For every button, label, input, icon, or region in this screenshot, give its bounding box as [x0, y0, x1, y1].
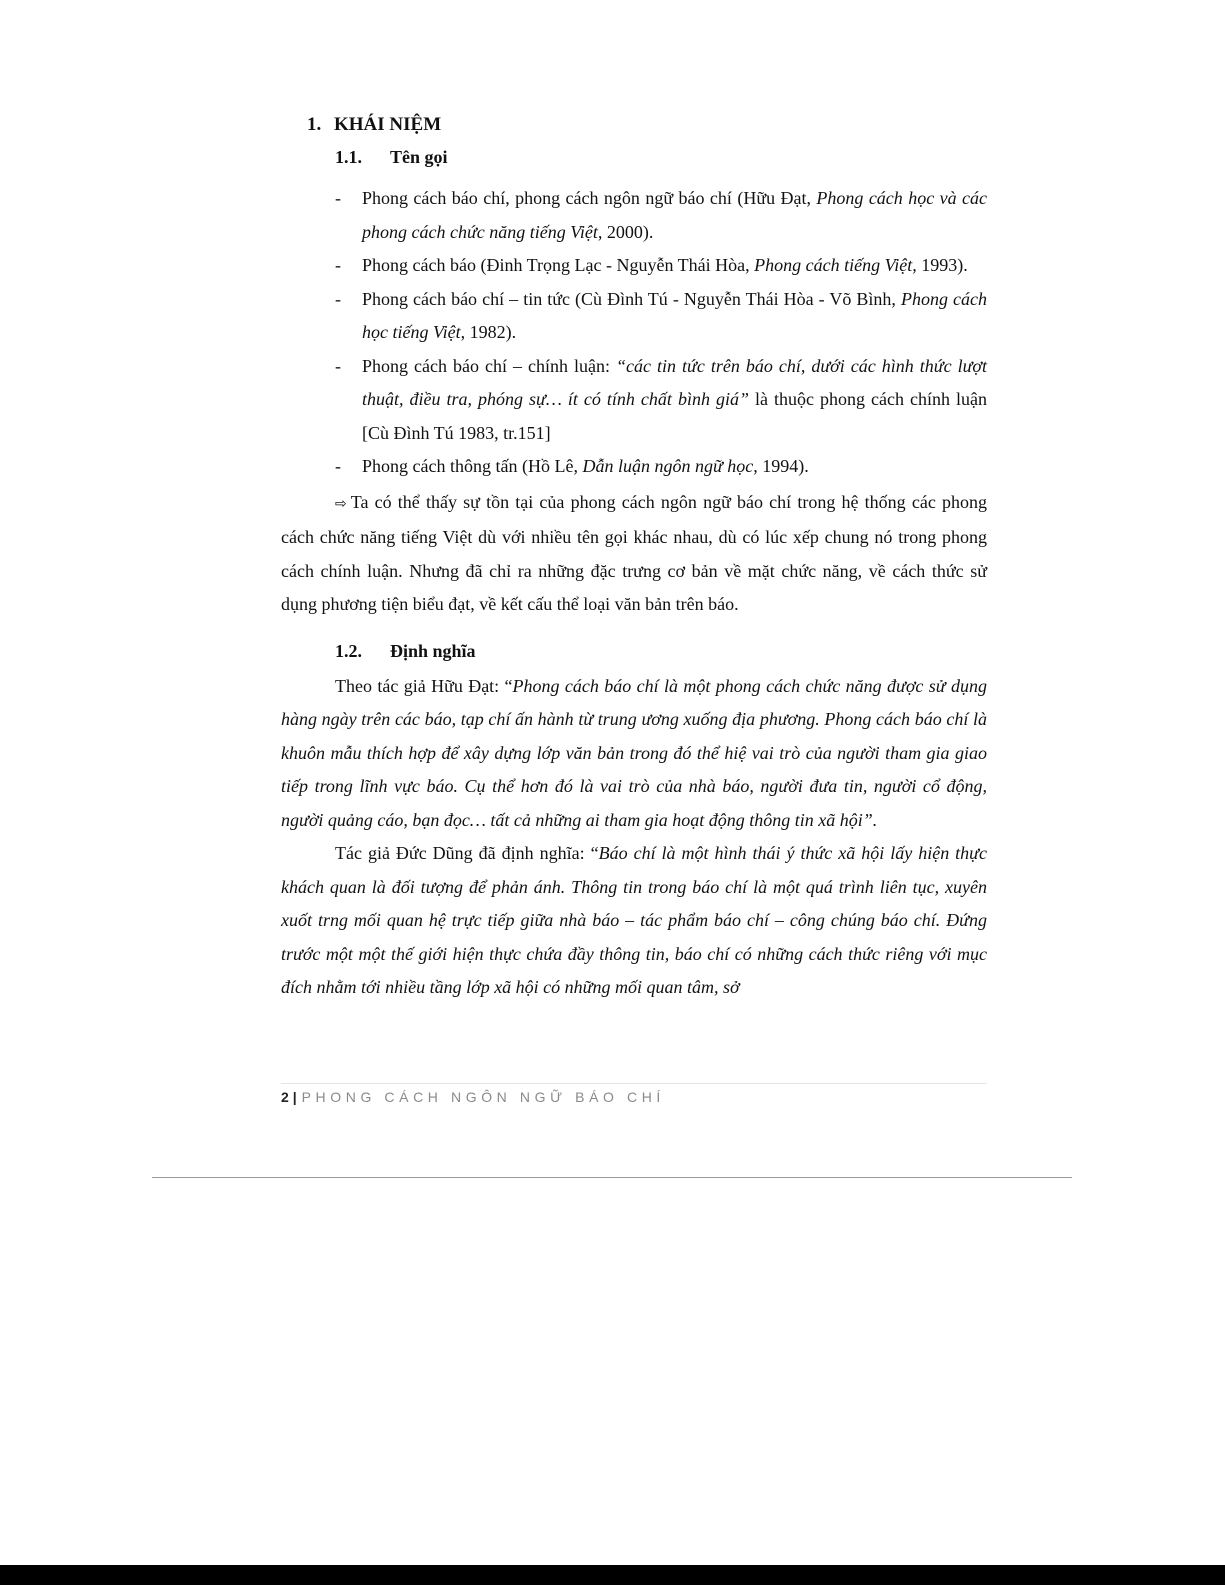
- list-dash: -: [335, 355, 341, 376]
- heading-1-2-number: 1.2.: [335, 640, 362, 661]
- definition-2-lead: Tác giả Đức Dũng đã định nghĩa: “: [335, 843, 599, 863]
- list-item: [281, 450, 987, 484]
- definition-paragraph-2: [281, 837, 987, 1005]
- page-divider: [152, 1177, 1072, 1178]
- definition-1-lead: Theo tác giả Hữu Đạt: “: [335, 675, 513, 696]
- list-item: [281, 350, 987, 451]
- list-item-quote: “các tin tức trên báo chí, dưới các hình thức lượt thuật, điều tra, phóng sự… ít có tính chất bình giá”: [362, 355, 987, 409]
- list-item-title: Phong cách học tiếng Việt: [362, 288, 987, 342]
- list-item-year: 2000).: [602, 221, 654, 242]
- list-dash: -: [335, 288, 341, 309]
- list-item-title: Dẫn luận ngôn ngữ học,: [582, 456, 758, 476]
- list-item-text: Phong cách báo chí – chính luận:: [362, 355, 616, 376]
- footer-separator: |: [292, 1089, 297, 1105]
- document-page: [281, 110, 987, 1005]
- heading-1: [307, 110, 987, 140]
- list-item-text: Phong cách báo (Đinh Trọng Lạc - Nguyễn Thái Hòa,: [362, 255, 755, 275]
- list-item-year: , 1982).: [460, 322, 517, 342]
- page-number: 2: [281, 1089, 289, 1105]
- conclusion-text: Ta có thể thấy sự tồn tại của phong cách ngôn ngữ báo chí trong hệ thống các phong cách chức năng tiếng Việt dù với nhiều tên gọi khác nhau, dù có lúc xếp chung nó trong phong cách chính luận. Nhưng đã chỉ ra những đặc trưng cơ bản về mặt chức năng, về cách thức sử dụng phương tiện biểu đạt, về kết cấu thể loại văn bản trên báo.: [281, 491, 987, 614]
- list-item: [281, 283, 987, 350]
- heading-1-text: KHÁI NIỆM: [334, 114, 442, 135]
- heading-1-2-text: Định nghĩa: [390, 640, 476, 661]
- list-item-citation: là thuộc phong cách chính luận [Cù Đình Tú 1983, tr.151]: [362, 389, 987, 443]
- list-dash: -: [335, 456, 341, 476]
- definition-paragraph-1: [281, 670, 987, 838]
- list-item-title: Phong cách tiếng Việt,: [754, 255, 917, 275]
- list-dash: -: [335, 255, 341, 275]
- heading-1-2: [335, 636, 987, 666]
- definition-1-quote: Phong cách báo chí là một phong cách chức năng được sử dụng hàng ngày trên các báo, tạp chí ấn hành từ trung ương xuống địa phương. Phong cách báo chí là khuôn mẫu thích hợp để xây dựng lớp văn bản trong đó thể hiệ vai trò của người tham gia giao tiếp trong lĩnh vực báo. Cụ thể hơn đó là vai trò của nhà báo, người đưa tin, người cổ động, người quảng cáo, bạn đọc… tất cả những ai tham gia hoạt động thông tin xã hội”.: [281, 675, 987, 830]
- bottom-edge-bar: [0, 1565, 1225, 1585]
- page-footer: [281, 1083, 987, 1107]
- heading-1-1-number: 1.1.: [335, 147, 362, 167]
- list-item-text: Phong cách báo chí – tin tức (Cù Đình Tú - Nguyễn Thái Hòa - Võ Bình,: [362, 288, 901, 309]
- conclusion-paragraph: [281, 486, 987, 622]
- list-item-year: 1994).: [757, 456, 809, 476]
- heading-1-1: [335, 142, 987, 172]
- list-item: [281, 182, 987, 249]
- footer-title: PHONG CÁCH NGÔN NGỮ BÁO CHÍ: [301, 1089, 665, 1105]
- names-list: [281, 182, 987, 484]
- list-item: [281, 249, 987, 283]
- definition-2-quote: Báo chí là một hình thái ý thức xã hội lấy hiện thực khách quan là đối tượng để phản ánh. Thông tin trong báo chí là một quá trình liên tục, xuyên xuốt trng mối quan hệ trực tiếp giữa nhà báo – tác phẩm báo chí – công chúng báo chí. Đứng trước một một thế giới hiện thực chứa đầy thông tin, báo chí có những cách thức riêng với mục đích nhằm tới nhiều tầng lớp xã hội có những mối quan tâm, sở: [281, 843, 987, 997]
- list-item-text: Phong cách báo chí, phong cách ngôn ngữ báo chí (Hữu Đạt,: [362, 188, 817, 208]
- list-item-text: Phong cách thông tấn (Hồ Lê,: [362, 456, 583, 476]
- list-item-year: 1993).: [916, 255, 968, 275]
- arrow-right-icon: ⇨: [335, 495, 347, 512]
- list-item-title: Phong cách học và các phong cách chức năng tiếng Việt,: [362, 188, 988, 242]
- list-dash: -: [335, 188, 341, 208]
- heading-1-number: 1.: [307, 114, 322, 135]
- heading-1-1-text: Tên gọi: [390, 147, 448, 167]
